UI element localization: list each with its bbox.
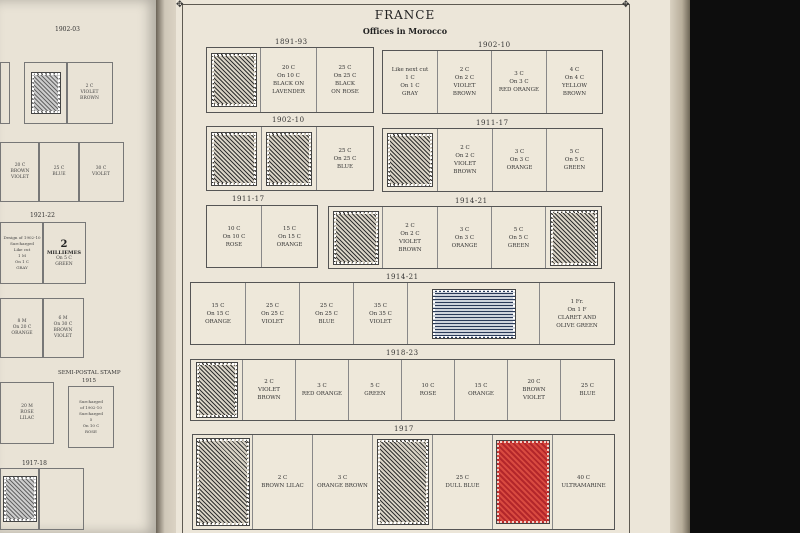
page-subtitle: Offices in Morocco xyxy=(362,26,448,36)
stamp-slot: 35 C On 35 C VIOLET xyxy=(354,283,408,344)
stamp-image xyxy=(497,441,549,523)
left-row4-cell-1: 8 M On 20 C ORANGE xyxy=(0,298,44,358)
left-row2-cell-1: 20 C BROWN VIOLET xyxy=(0,142,40,202)
stamp-row-1911 xyxy=(382,128,603,192)
year-heading: 1914-21 xyxy=(455,197,488,205)
page-edge xyxy=(670,0,690,533)
stamp-slot xyxy=(546,207,601,268)
stamp-image xyxy=(334,212,378,264)
book-gutter xyxy=(156,0,178,533)
stamp-slot: 2 C On 2 C VIOLET BROWN xyxy=(383,207,438,268)
stamp-row-1914 xyxy=(328,206,602,269)
stamp-slot xyxy=(262,127,317,190)
left-surcharge-cell: Design of 1902-10 Surcharged Like cut 1 M On 1 C GRAY xyxy=(0,222,44,284)
stamp-image xyxy=(551,211,597,265)
corner-ornament-icon: ✥ xyxy=(176,0,184,10)
stamp-slot: 15 C On 15 C ORANGE xyxy=(276,225,303,248)
stamp-slot: 5 C On 5 C GREEN xyxy=(563,149,586,171)
stamp-slot: 4 C On 4 C YELLOW BROWN xyxy=(561,67,588,97)
stamp-slot: 20 C BROWN VIOLET xyxy=(508,360,561,420)
stamp-row-1918 xyxy=(190,359,615,421)
stamp-slot xyxy=(383,129,438,191)
corner-ornament-icon: ✥ xyxy=(622,0,630,10)
year-heading: 1902-10 xyxy=(272,116,305,124)
stamp-slot: 2 C BROWN LILAC xyxy=(253,435,313,529)
stamp-image xyxy=(32,73,60,113)
stamp-slot xyxy=(193,435,253,529)
stamp-slot: Like next cut 1 C On 1 C GRAY xyxy=(383,51,438,113)
left-red-cross-cell: Surcharged of 1902-10 Surcharged 5 On 10 C ROSE xyxy=(68,386,114,448)
left-album-page xyxy=(0,0,158,533)
stamp-slot xyxy=(329,207,383,268)
stamp-image xyxy=(212,54,256,106)
stamp-slot: 10 C ROSE xyxy=(402,360,455,420)
year-heading: 1917 xyxy=(394,425,414,433)
stamp-slot xyxy=(408,283,540,344)
stamp-slot xyxy=(191,360,243,420)
stamp-slot: 15 C ORANGE xyxy=(455,360,508,420)
stamp-image xyxy=(197,439,249,525)
left-row4-cell-2: 6 M On 30 C BROWN VIOLET xyxy=(42,298,84,358)
stamp-slot: 25 C BLUE xyxy=(579,383,596,397)
stamp-slot: 3 C On 3 C ORANGE xyxy=(493,129,547,191)
stamp-slot: 40 C ULTRAMARINE xyxy=(561,475,606,489)
stamp-slot xyxy=(373,435,433,529)
semi-postal-heading: SEMI-POSTAL STAMP xyxy=(58,370,121,376)
stamp-slot: 5 C GREEN xyxy=(349,360,402,420)
stamp-slot xyxy=(207,127,262,190)
stamp-slot: 25 C On 25 C BLACK ON ROSE xyxy=(331,65,359,95)
stamp-slot: 5 C On 5 C GREEN xyxy=(492,207,546,268)
stamp-slot: 25 C On 25 C BLUE xyxy=(333,147,357,170)
left-milliemes-cell xyxy=(42,222,86,284)
stamp-slot: 1 Fr. On 1 F CLARET AND OLIVE GREEN xyxy=(556,298,598,329)
stamp-slot: 20 C On 10 C BLACK ON LAVENDER xyxy=(261,48,317,112)
stamp-slot: 3 C On 3 C ORANGE xyxy=(438,207,492,268)
stamp-slot: 25 C DULL BLUE xyxy=(433,435,493,529)
stamp-image xyxy=(433,290,515,338)
year-heading: 1902-10 xyxy=(478,41,511,49)
stamp-slot: 2 C On 2 C VIOLET BROWN xyxy=(438,129,493,191)
left-row2-cell-2: 25 C BLUE xyxy=(38,142,80,202)
page-title: FRANCE xyxy=(374,8,436,22)
stamp-slot: 10 C On 10 C ROSE xyxy=(207,206,262,267)
stamp-row-1902 xyxy=(382,50,603,114)
stamp-slot: 25 C On 25 C BLUE xyxy=(300,283,354,344)
stamp-row-1917 xyxy=(192,434,615,530)
milliemes-word: MILLIEMES xyxy=(46,249,81,256)
left-year-1917: 1917-18 xyxy=(22,460,47,467)
stamp-slot: 2 C On 2 C VIOLET BROWN xyxy=(438,51,492,113)
left-stamp-cell xyxy=(24,62,68,124)
stamp-slot: 2 C VIOLET BROWN xyxy=(243,360,296,420)
year-heading: 1914-21 xyxy=(386,273,419,281)
stamp-image xyxy=(197,363,237,417)
left-row2-cell-3: 30 C VIOLET xyxy=(78,142,124,202)
year-heading: 1918-23 xyxy=(386,349,419,357)
stamp-slot xyxy=(493,435,553,529)
milliemes-value: On 5 C GREEN xyxy=(55,255,73,267)
left-bottom-cell xyxy=(38,468,84,530)
year-heading: 1911-17 xyxy=(476,119,509,127)
stamp-slot: 15 C On 15 C ORANGE xyxy=(191,283,246,344)
year-heading: 1911-17 xyxy=(232,195,265,203)
stamp-row-1911b xyxy=(206,205,318,268)
stamp-row-1902b xyxy=(206,126,374,191)
stamp-slot: 3 C ORANGE BROWN xyxy=(313,435,373,529)
stamp-slot: 25 C On 25 C VIOLET xyxy=(246,283,300,344)
milliemes-numeral: 2 xyxy=(60,238,68,250)
left-bottom-stamp-cell xyxy=(0,468,40,530)
stamp-row-1891 xyxy=(206,47,374,113)
semi-postal-year: 1915 xyxy=(82,378,96,384)
stamp-image xyxy=(4,477,36,521)
left-year-1921: 1921-22 xyxy=(30,212,55,219)
stamp-image xyxy=(212,133,256,185)
left-year-1902: 1902-03 xyxy=(55,26,80,33)
stamp-image xyxy=(378,440,428,524)
stamp-slot: 3 C RED ORANGE xyxy=(296,360,349,420)
left-edge-cell xyxy=(0,62,10,124)
stamp-slot xyxy=(207,48,261,112)
stamp-image xyxy=(267,133,311,185)
year-heading: 1891-93 xyxy=(275,38,308,46)
left-rose-cell: 20 M ROSE LILAC xyxy=(0,382,54,444)
stamp-slot: 3 C On 3 C RED ORANGE xyxy=(492,51,547,113)
stamp-image xyxy=(388,134,432,186)
left-value-cell: 2 C VIOLET BROWN xyxy=(66,62,113,124)
stamp-row-1914b xyxy=(190,282,615,345)
